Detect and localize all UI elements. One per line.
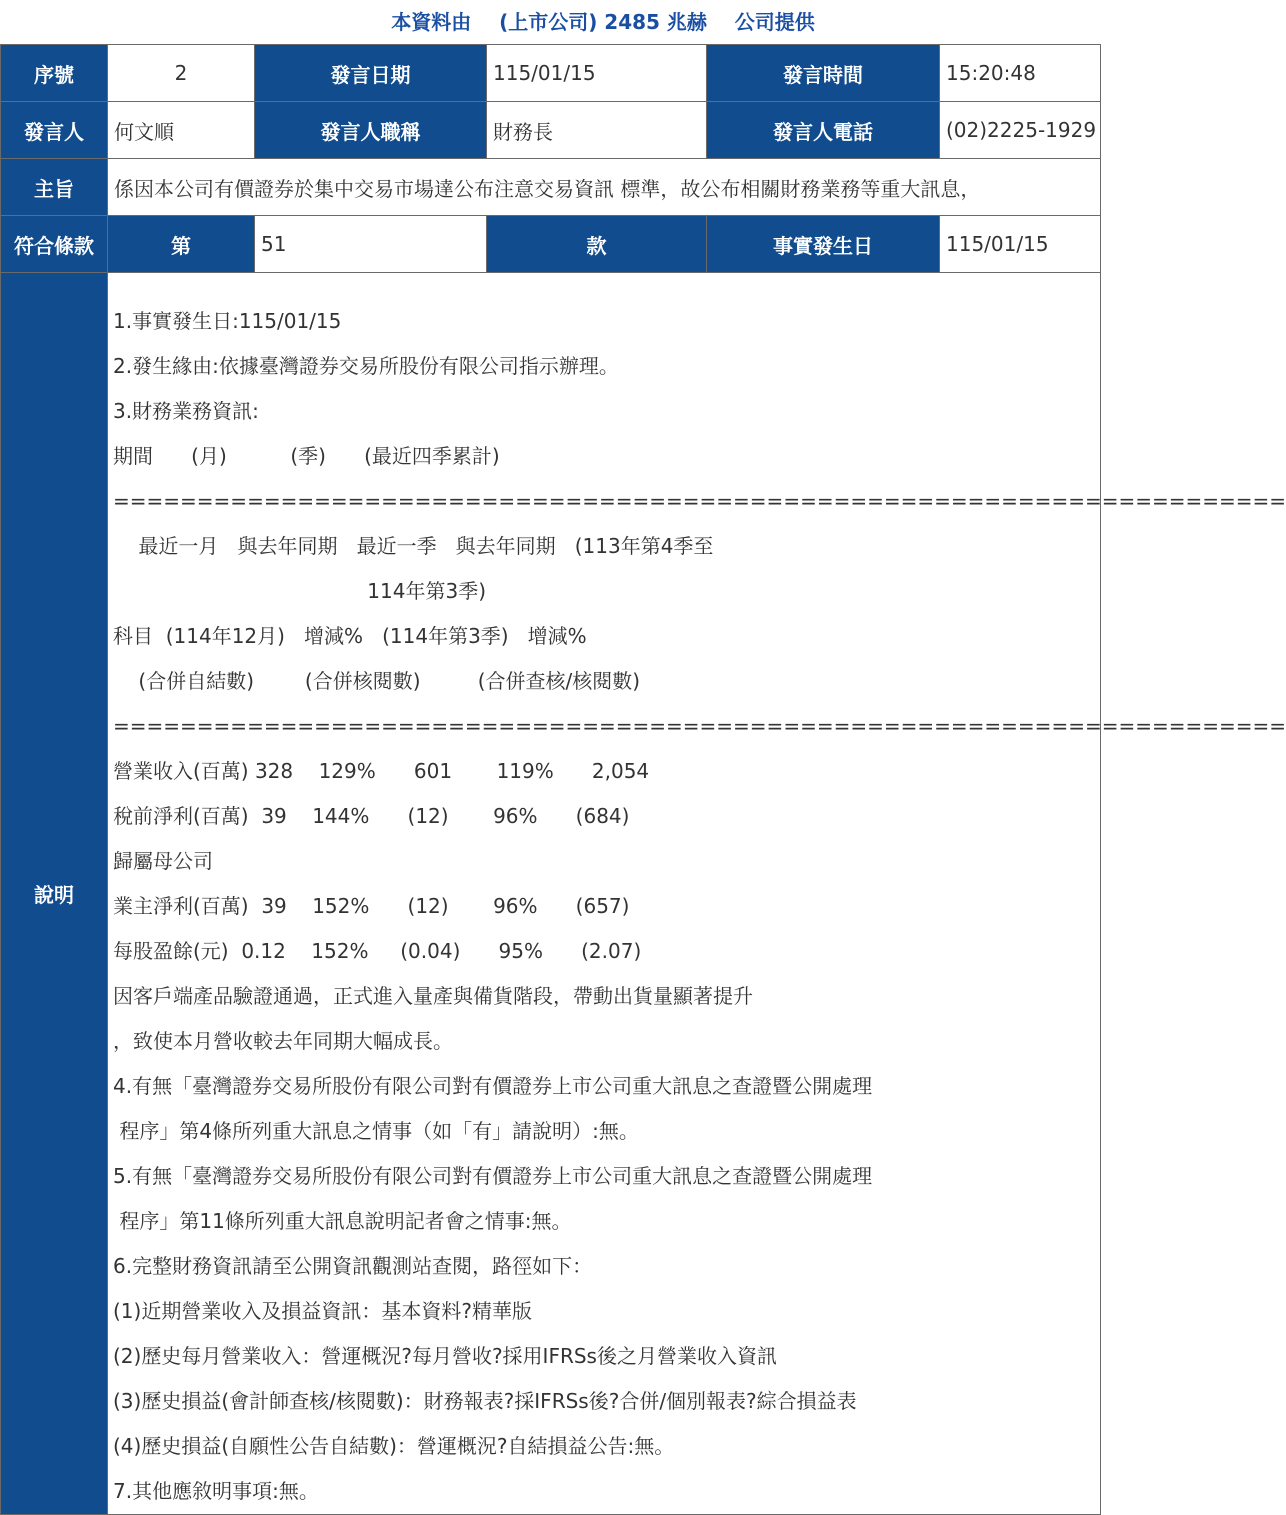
description-line: 業主淨利(百萬) 39 152% (12) 96% (657): [113, 894, 630, 918]
clause-label: 符合條款: [1, 216, 108, 273]
page-header: [0, 0, 1096, 44]
description-line: (4)歷史損益(自願性公告自結數)：營運概況?自結損益公告:無。: [113, 1434, 675, 1458]
row-speaker: [1, 102, 1101, 159]
row-seq: [1, 45, 1101, 102]
description-line: 7.其他應敘明事項:無。: [113, 1479, 319, 1503]
date-label: 發言日期: [255, 45, 487, 102]
description-line: (合併自結數) (合併核閱數) (合併查核/核閱數): [113, 669, 641, 693]
description-cell: [108, 273, 1286, 1515]
description-line: 4.有無「臺灣證券交易所股份有限公司對有價證券上市公司重大訊息之查證暨公開處理: [113, 1074, 873, 1098]
description-line: 程序」第11條所列重大訊息說明記者會之情事:無。: [113, 1209, 572, 1233]
title-value: 財務長: [487, 102, 707, 159]
description-line: ======================================================================: [113, 714, 1286, 738]
subject-label: 主旨: [1, 159, 108, 216]
description-line: 期間 (月) (季) (最近四季累計): [113, 444, 500, 468]
clause-prefix-label: 第: [108, 216, 255, 273]
description-line: 最近一月 與去年同期 最近一季 與去年同期 (113年第4季至: [113, 534, 714, 558]
date-value: 115/01/15: [487, 45, 707, 102]
time-value: 15:20:48: [940, 45, 1101, 102]
description-line: 3.財務業務資訊:: [113, 399, 259, 423]
description-label: 說明: [1, 273, 108, 1515]
description-line: 營業收入(百萬) 328 129% 601 119% 2,054: [113, 759, 650, 783]
clause-number: 51: [255, 216, 487, 273]
header-suffix: 公司提供: [734, 10, 815, 34]
title-label: 發言人職稱: [255, 102, 487, 159]
phone-label: 發言人電話: [707, 102, 940, 159]
description-line: ，致使本月營收較去年同期大幅成長。: [113, 1029, 453, 1053]
description-line: (2)歷史每月營業收入：營運概況?每月營收?採用IFRSs後之月營業收入資訊: [113, 1344, 777, 1368]
seq-label: 序號: [1, 45, 108, 102]
description-line: 2.發生緣由:依據臺灣證券交易所股份有限公司指示辦理。: [113, 354, 619, 378]
description-line: 科目 (114年12月) 增減% (114年第3季) 增減%: [113, 624, 587, 648]
description-line: ======================================================================: [113, 489, 1286, 513]
description-line: 5.有無「臺灣證券交易所股份有限公司對有價證券上市公司重大訊息之查證暨公開處理: [113, 1164, 873, 1188]
fact-date-label: 事實發生日: [707, 216, 940, 273]
description-line: 每股盈餘(元) 0.12 152% (0.04) 95% (2.07): [113, 939, 642, 963]
row-clause: [1, 216, 1101, 273]
subject-value: 係因本公司有價證券於集中交易市場達公布注意交易資訊 標準，故公布相關財務業務等重大訊息，: [108, 159, 1101, 216]
row-description: [1, 273, 1101, 1515]
fact-date-value: 115/01/15: [940, 216, 1101, 273]
speaker-label: 發言人: [1, 102, 108, 159]
description-line: 因客戶端產品驗證通過，正式進入量產與備貨階段，帶動出貨量顯著提升: [113, 984, 753, 1008]
description-line: 6.完整財務資訊請至公開資訊觀測站查閱，路徑如下：: [113, 1254, 593, 1278]
description-line: 1.事實發生日:115/01/15: [113, 309, 342, 333]
description-line: 程序」第4條所列重大訊息之情事（如「有」請說明）:無。: [113, 1119, 639, 1143]
clause-suffix-label: 款: [487, 216, 707, 273]
header-company: (上市公司) 2485 兆赫: [499, 10, 707, 34]
description-line: 114年第3季): [113, 579, 486, 603]
header-prefix: 本資料由: [391, 10, 472, 34]
time-label: 發言時間: [707, 45, 940, 102]
speaker-value: 何文順: [108, 102, 255, 159]
description-line: (1)近期營業收入及損益資訊：基本資料?精華版: [113, 1299, 532, 1323]
description-line: (3)歷史損益(會計師查核/核閱數)：財務報表?採IFRSs後?合併/個別報表?綜合損益表: [113, 1389, 857, 1413]
announcement-table: [0, 44, 1286, 1515]
description-body: [108, 273, 1286, 1514]
description-line: 稅前淨利(百萬) 39 144% (12) 96% (684): [113, 804, 630, 828]
seq-value: 2: [108, 45, 255, 102]
description-line: 歸屬母公司: [113, 849, 213, 873]
row-subject: [1, 159, 1101, 216]
phone-value: (02)2225-1929: [940, 102, 1101, 159]
